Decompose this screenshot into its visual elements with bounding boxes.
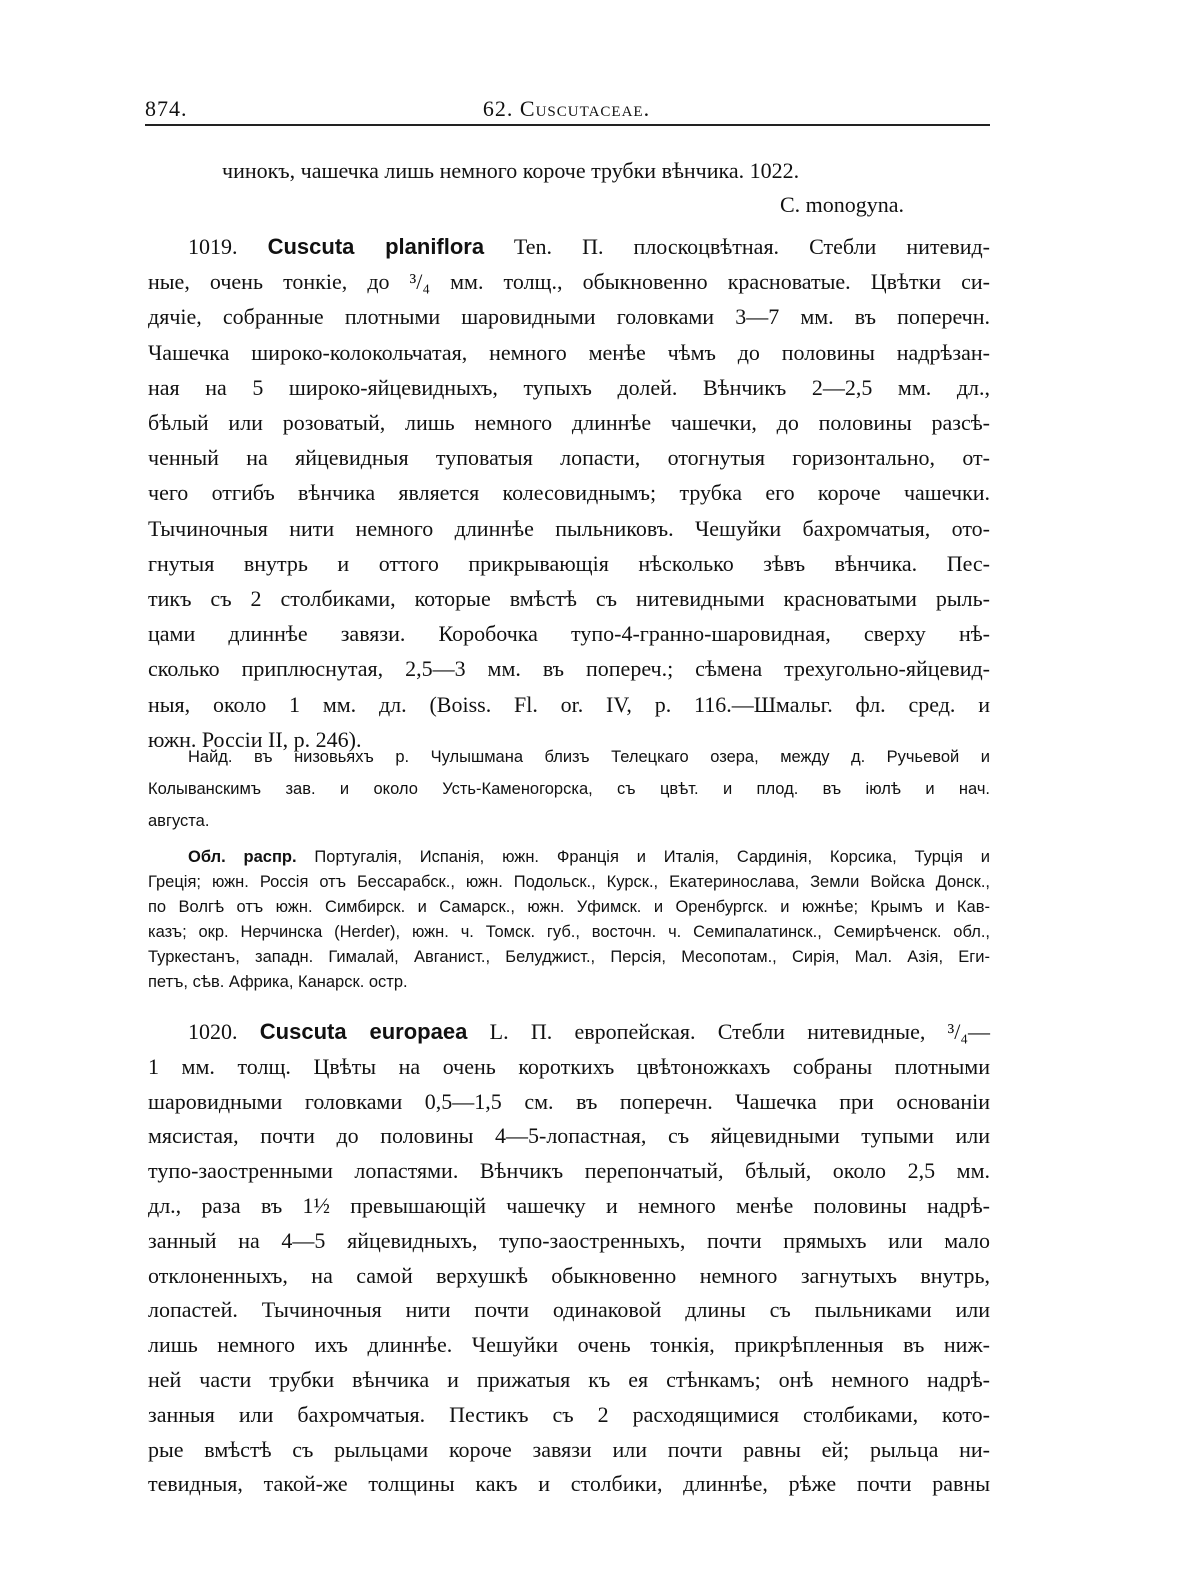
text-line: лопастей. Тычиночныя нити почти одинаковой длины съ пыльниками или	[148, 1297, 990, 1323]
text-line: шаровидными головками 0,5—1,5 см. въ поперечн. Чашечка при основаніи	[148, 1088, 990, 1114]
text-line: Чашечка широко-колокольчатая, немного менѣе чѣмъ до половины надрѣзан-	[148, 339, 990, 365]
distribution-line: казъ; окр. Нерчинска (Herder), южн. ч. Томск. губ., восточн. ч. Семипалатинск., Семирѣченск. обл.,	[148, 923, 990, 941]
header-rule	[145, 124, 990, 126]
species-heading-line	[148, 1017, 990, 1047]
key-species: C. monogyna.	[780, 192, 905, 217]
text-line: бѣлый или розоватый, лишь немного длиннѣе чашечки, до половины разсѣ-	[148, 410, 990, 435]
text-line: сколько приплюснутая, 2,5—3 мм. въ попереч.; сѣмена трехугольно-яйцевид-	[148, 656, 990, 682]
text-line: тикъ съ 2 столбиками, которые вмѣстѣ съ нитевидными красноватыми рыль-	[148, 586, 990, 611]
habitat-line: Найд. въ низовьяхъ р. Чулышмана близъ Телецкаго озера, между д. Ручьевой и	[188, 748, 990, 766]
text-line: ней части трубки вѣнчика и прижатыя къ ея стѣнкамъ; онѣ немного надрѣ-	[148, 1367, 990, 1392]
running-header	[145, 96, 988, 124]
distribution-line: Туркестанъ, западн. Гималай, Авганист., Белуджист., Персія, Месопотам., Сирія, Мал. Азія, Еги-	[148, 948, 990, 966]
species-heading-line	[148, 232, 990, 262]
distribution-line: по Волгѣ отъ южн. Симбирск. и Самарск., южн. Уфимск. и Оренбургск. и южнѣе; Крымъ и Кав-	[148, 898, 990, 916]
text-line: занныя или бахромчатыя. Пестикъ съ 2 расходящимися столбиками, кото-	[148, 1401, 990, 1427]
distribution-line: петъ, сѣв. Африка, Канарск. остр.	[148, 973, 408, 991]
distribution-label: Обл. распр.	[188, 848, 297, 866]
text-line: дячіе, собранные плотными шаровидными головками 3—7 мм. въ поперечн.	[148, 304, 990, 330]
species-heading-text: Ten. П. плоскоцвѣтная. Стебли нитевид-	[513, 234, 991, 259]
text-line: цами длиннѣе завязи. Коробочка тупо-4-гранно-шаровидная, сверху нѣ-	[148, 621, 990, 647]
text-line: ная на 5 широко-яйцевидныхъ, тупыхъ долей. Вѣнчикъ 2—2,5 мм. дл.,	[148, 374, 990, 400]
text-line: ныя, около 1 мм. дл. (Boiss. Fl. or. IV, p. 116.—Шмальг. фл. сред. и	[148, 691, 990, 717]
text-line: тевидныя, такой-же толщины какъ и столбики, длиннѣе, рѣже почти равны	[148, 1471, 990, 1497]
text-line: Тычиночныя нити немного длиннѣе пыльниковъ. Чешуйки бахромчатыя, ото-	[148, 515, 990, 541]
distribution-line: Греція; южн. Россія отъ Бессарабск., южн. Подольск., Курск., Екатеринослава, Земли Войска Донск.,	[148, 873, 990, 891]
species-number: 1019.	[188, 234, 238, 259]
species-number: 1020.	[188, 1019, 238, 1044]
text-line: отклоненныхъ, на самой верхушкѣ обыкновенно немного загнутыхъ внутрь,	[148, 1262, 990, 1288]
text-line: лишь немного ихъ длиннѣе. Чешуйки очень тонкія, прикрѣпленныя въ ниж-	[148, 1332, 990, 1358]
text-line: дл., раза въ 1½ превышающій чашечку и немного менѣе половины надрѣ-	[148, 1193, 990, 1218]
text-line: тупо-заостренными лопастями. Вѣнчикъ перепончатый, бѣлый, около 2,5 мм.	[148, 1158, 990, 1184]
distribution-text: Португалія, Испанія, южн. Франція и Италія, Сардинія, Корсика, Турція и	[314, 848, 990, 866]
distribution-line	[148, 845, 990, 869]
text-line: ченный на яйцевидныя туповатыя лопасти, отогнутыя горизонтально, от-	[148, 445, 990, 471]
page-number: 874.	[145, 96, 188, 121]
habitat-line: августа.	[148, 812, 210, 830]
key-line: чинокъ, чашечка лишь немного короче трубки вѣнчика. 1022.	[222, 158, 800, 183]
running-title: 62. Cuscutaceae.	[482, 96, 651, 121]
text-line: 1 мм. толщ. Цвѣты на очень короткихъ цвѣтоножкахъ собраны плотными	[148, 1053, 990, 1079]
text-line: рые вмѣстѣ съ рыльцами короче завязи или почти равны ей; рыльца ни-	[148, 1436, 990, 1462]
habitat-line: Колыванскимъ зав. и около Усть-Каменогорска, съ цвѣт. и плод. въ іюлѣ и нач.	[148, 780, 990, 798]
text-line: южн. Россіи II, p. 246).	[148, 726, 362, 752]
text-line: гнутыя внутрь и оттого прикрывающія нѣсколько зѣвъ вѣнчика. Пес-	[148, 550, 990, 576]
species-name: Cuscuta planiflora	[267, 234, 485, 259]
species-heading-text: L. П. европейская. Стебли нитевидные, ³/₄—	[489, 1019, 991, 1044]
text-line: ные, очень тонкіе, до ³/₄ мм. толщ., обыкновенно красноватые. Цвѣтки си-	[148, 269, 990, 295]
text-line: занный на 4—5 яйцевидныхъ, тупо-заостренныхъ, почти прямыхъ или мало	[148, 1227, 990, 1253]
text-line: чего отгибъ вѣнчика является колесовиднымъ; трубка его короче чашечки.	[148, 480, 990, 506]
species-name: Cuscuta europaea	[259, 1019, 468, 1044]
text-line: мясистая, почти до половины 4—5-лопастная, съ яйцевидными тупыми или	[148, 1123, 990, 1149]
